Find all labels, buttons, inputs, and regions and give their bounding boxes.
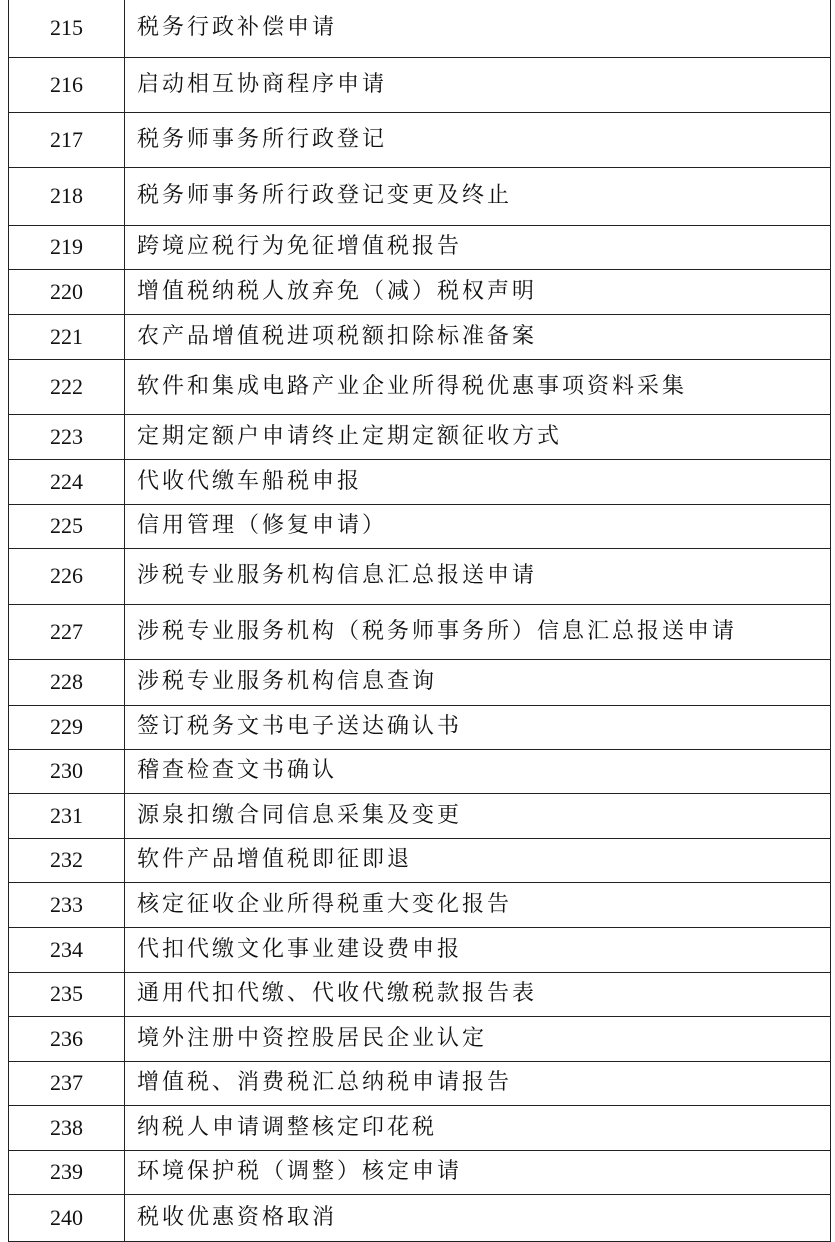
row-item-name: 启动相互协商程序申请	[125, 57, 831, 112]
row-number: 229	[9, 705, 125, 749]
table-row	[9, 269, 831, 314]
row-number: 216	[9, 57, 125, 112]
row-item-name: 涉税专业服务机构信息汇总报送申请	[125, 548, 831, 604]
row-item-name: 纳税人申请调整核定印花税	[125, 1105, 831, 1150]
row-item-name: 核定征收企业所得税重大变化报告	[125, 882, 831, 927]
row-number: 223	[9, 414, 125, 459]
row-number: 217	[9, 112, 125, 167]
table-row	[9, 414, 831, 459]
table-row	[9, 604, 831, 659]
row-number: 226	[9, 548, 125, 604]
row-number: 218	[9, 167, 125, 225]
row-item-name: 代收代缴车船税申报	[125, 459, 831, 504]
row-item-name: 税务师事务所行政登记变更及终止	[125, 167, 831, 225]
row-item-name: 税收优惠资格取消	[125, 1194, 831, 1241]
row-number: 231	[9, 793, 125, 838]
table-row	[9, 57, 831, 112]
row-number: 230	[9, 749, 125, 793]
row-item-name: 代扣代缴文化事业建设费申报	[125, 927, 831, 972]
table-row	[9, 838, 831, 882]
row-number: 227	[9, 604, 125, 659]
row-number: 234	[9, 927, 125, 972]
row-number: 222	[9, 359, 125, 414]
row-number: 220	[9, 269, 125, 314]
table-row	[9, 112, 831, 167]
table-row	[9, 1016, 831, 1061]
table-row	[9, 1194, 831, 1241]
row-number: 228	[9, 659, 125, 705]
row-item-name: 通用代扣代缴、代收代缴税款报告表	[125, 972, 831, 1016]
table-row	[9, 0, 831, 57]
table-row	[9, 972, 831, 1016]
table-row	[9, 749, 831, 793]
row-item-name: 跨境应税行为免征增值税报告	[125, 225, 831, 269]
table-row	[9, 927, 831, 972]
table-row	[9, 459, 831, 504]
table-row	[9, 167, 831, 225]
table-row	[9, 659, 831, 705]
table-row	[9, 548, 831, 604]
row-item-name: 农产品增值税进项税额扣除标准备案	[125, 314, 831, 359]
row-number: 225	[9, 504, 125, 548]
row-item-name: 增值税、消费税汇总纳税申请报告	[125, 1061, 831, 1105]
table-row	[9, 882, 831, 927]
table-row	[9, 1150, 831, 1194]
row-item-name: 环境保护税（调整）核定申请	[125, 1150, 831, 1194]
row-item-name: 税务行政补偿申请	[125, 0, 831, 57]
row-number: 221	[9, 314, 125, 359]
row-item-name: 境外注册中资控股居民企业认定	[125, 1016, 831, 1061]
row-number: 239	[9, 1150, 125, 1194]
row-item-name: 税务师事务所行政登记	[125, 112, 831, 167]
row-item-name: 涉税专业服务机构（税务师事务所）信息汇总报送申请	[125, 604, 831, 659]
table-row	[9, 1105, 831, 1150]
row-number: 238	[9, 1105, 125, 1150]
table-row	[9, 1061, 831, 1105]
row-item-name: 增值税纳税人放弃免（减）税权声明	[125, 269, 831, 314]
items-table	[8, 0, 831, 1242]
row-item-name: 信用管理（修复申请）	[125, 504, 831, 548]
row-number: 224	[9, 459, 125, 504]
row-number: 237	[9, 1061, 125, 1105]
table-row	[9, 504, 831, 548]
table-row	[9, 359, 831, 414]
row-number: 219	[9, 225, 125, 269]
row-number: 215	[9, 0, 125, 57]
row-number: 232	[9, 838, 125, 882]
row-item-name: 稽查检查文书确认	[125, 749, 831, 793]
table-row	[9, 225, 831, 269]
row-item-name: 涉税专业服务机构信息查询	[125, 659, 831, 705]
items-table-body	[9, 0, 831, 1241]
row-number: 240	[9, 1194, 125, 1241]
row-item-name: 源泉扣缴合同信息采集及变更	[125, 793, 831, 838]
row-item-name: 软件产品增值税即征即退	[125, 838, 831, 882]
table-row	[9, 314, 831, 359]
table-row	[9, 793, 831, 838]
table-row	[9, 705, 831, 749]
row-number: 236	[9, 1016, 125, 1061]
row-item-name: 定期定额户申请终止定期定额征收方式	[125, 414, 831, 459]
row-number: 233	[9, 882, 125, 927]
row-item-name: 软件和集成电路产业企业所得税优惠事项资料采集	[125, 359, 831, 414]
row-item-name: 签订税务文书电子送达确认书	[125, 705, 831, 749]
row-number: 235	[9, 972, 125, 1016]
